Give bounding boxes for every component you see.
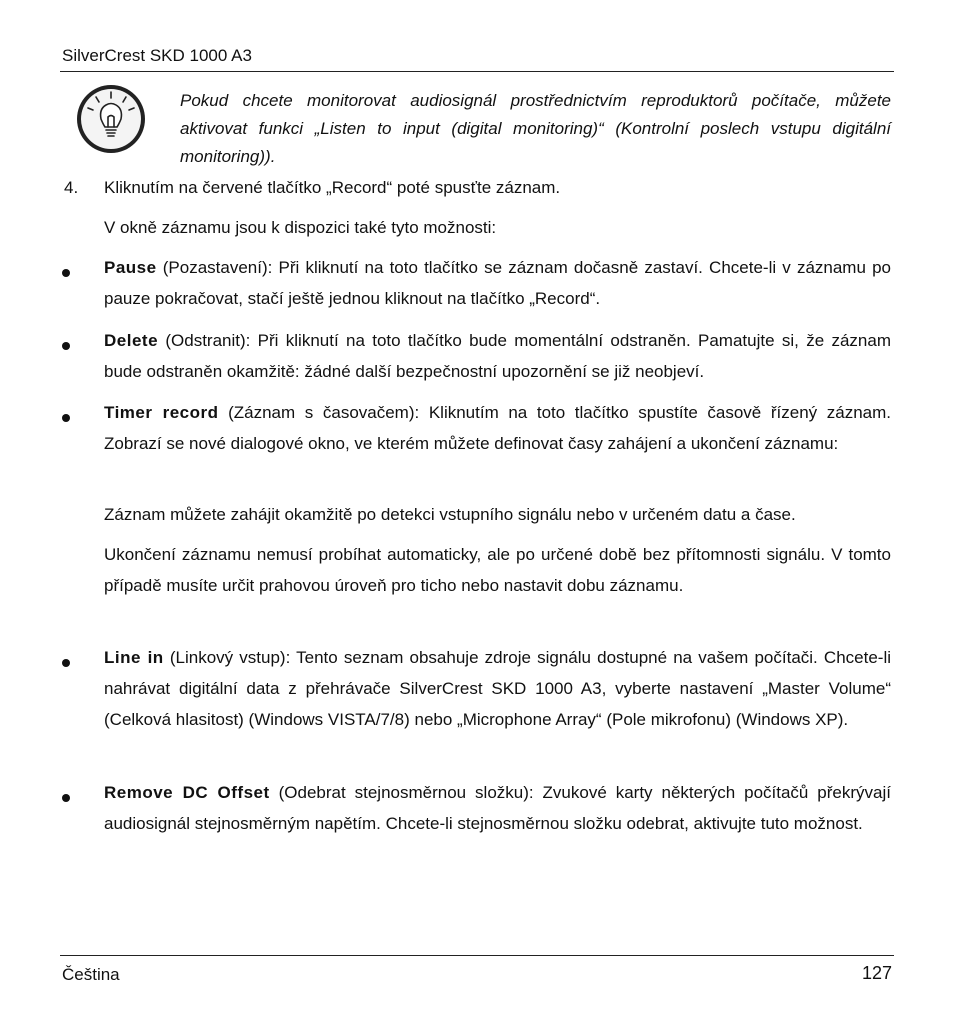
option-description: (Záznam s časovačem): Kliknutím na toto tlačítko spustíte časově řízený záznam. Zobrazí se nové dialogové okno, ve kterém můžete definovat časy zahájení a ukončení záznamu: (104, 403, 891, 453)
bullet-marker (62, 262, 70, 282)
timer-detail-end: Ukončení záznamu nemusí probíhat automaticky, ale po určené době bez přítomnosti signálu. V tomto případě musíte určit prahovou úroveň pro ticho nebo nastavit dobu záznamu. (104, 545, 891, 595)
option-delete (104, 325, 891, 387)
option-term: Line in (104, 648, 164, 667)
footer-language: Čeština (62, 965, 120, 984)
option-description: (Pozastavení): Při kliknutí na toto tlačítko se záznam dočasně zastaví. Chcete-li v záznamu po pauze pokračovat, stačí ještě jednou kliknout na tlačítko „Record“. (104, 258, 891, 308)
page-header-title: SilverCrest SKD 1000 A3 (62, 46, 252, 65)
option-description: (Odebrat stejnosměrnou složku): Zvukové karty některých počítačů překrývají audiosignál stejnosměrným napětím. Chcete-li stejnosměrnou složku odebrat, aktivujte tuto možnost. (104, 783, 891, 833)
header-rule (60, 71, 894, 72)
option-term: Timer record (104, 403, 219, 422)
option-term: Pause (104, 258, 157, 277)
footer-rule (60, 955, 894, 956)
bullet-marker (62, 335, 70, 355)
bullet-marker (62, 787, 70, 807)
step-number: 4. (64, 178, 79, 197)
option-term: Delete (104, 331, 159, 350)
bullet-marker (62, 652, 70, 672)
option-timer-record (104, 397, 891, 459)
bullet-marker (62, 407, 70, 427)
step-text: Kliknutím na červené tlačítko „Record“ poté spusťte záznam. (104, 178, 561, 197)
tip-text: Pokud chcete monitorovat audiosignál prostřednictvím reproduktorů počítače, můžete aktivovat funkci „Listen to input (digital monitoring)“ (Kontrolní poslech vstupu digitální monitoring)). (180, 91, 891, 166)
option-description: (Odstranit): Při kliknutí na toto tlačítko bude momentální odstraněn. Pamatujte si, že záznam bude odstraněn okamžitě: žádné další bezpečnostní upozornění se již neobjeví. (104, 331, 891, 381)
option-remove-dc-offset (104, 777, 891, 839)
option-description: (Linkový vstup): Tento seznam obsahuje zdroje signálu dostupné na vašem počítači. Chcete-li nahrávat digitální data z přehrávače SilverCrest SKD 1000 A3, vyberte nastavení „Master Volume“ (Celková hlasitost) (Windows VISTA/7/8) nebo „Microphone Array“ (Pole mikrofonu) (Windows XP). (104, 648, 891, 729)
timer-detail-start: Záznam můžete zahájit okamžitě po detekci vstupního signálu nebo v určeném datu a čase. (104, 505, 796, 524)
option-line-in (104, 642, 891, 735)
page-number: 127 (861, 963, 892, 983)
option-term: Remove DC Offset (104, 783, 270, 802)
option-pause (104, 252, 891, 314)
lightbulb-icon (75, 83, 147, 155)
options-intro: V okně záznamu jsou k dispozici také tyto možnosti: (104, 218, 497, 237)
